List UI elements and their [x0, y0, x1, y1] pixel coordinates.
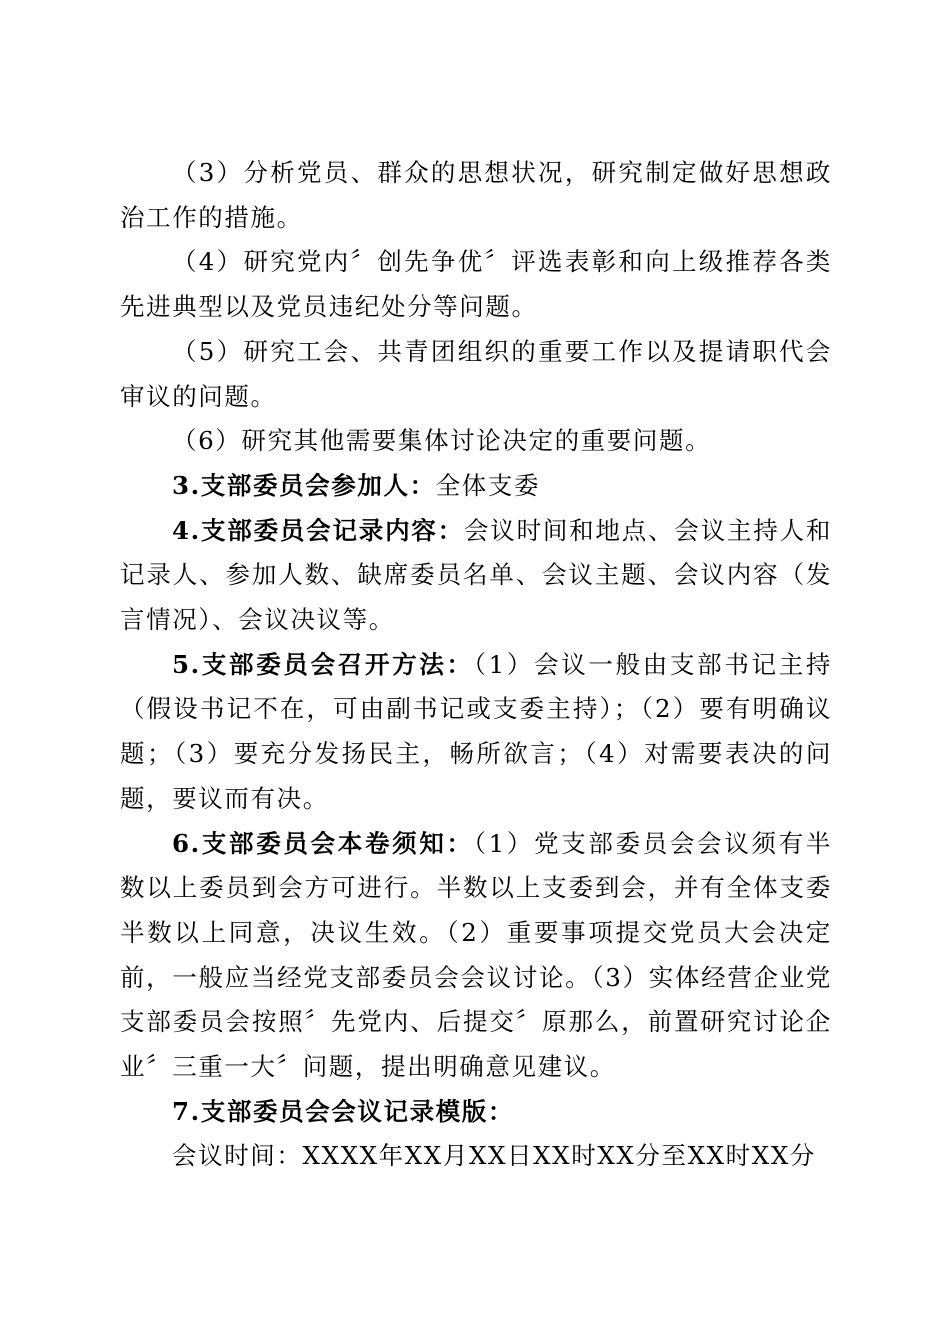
section-meeting-method — [120, 643, 832, 822]
section-heading: 7.支部委员会会议记录模版： — [172, 1096, 514, 1126]
meeting-time-line: 会议时间：XXXX年XX月XX日XX时XX分至XX时XX分 — [172, 1141, 816, 1171]
section-body: （1）会议一般由支部书记主持（假设书记不在，可由副书记或支委主持）；（2）要有明确议题；（3）要充分发扬民主，畅所欲言；（4）对需要表决的问题，要议而有决。 — [120, 649, 832, 813]
section-heading: 4.支部委员会记录内容： — [172, 515, 464, 545]
section-body: 全体支委 — [435, 470, 541, 500]
paragraph-item-5: （5）研究工会、共青团组织的重要工作以及提请职代会审议的问题。 — [120, 336, 832, 411]
paragraph-item-4: （4）研究党内〞创先争优〞评选表彰和向上级推荐各类先进典型以及党员违纪处分等问题。 — [120, 247, 832, 322]
section-participants — [120, 464, 832, 509]
section-body: 会议时间和地点、会议主持人和记录人、参加人数、缺席委员名单、会议主题、会议内容（发言情况）、会议决议等。 — [120, 515, 832, 635]
section-heading: 6.支部委员会本卷须知： — [172, 828, 474, 858]
document-page — [120, 151, 832, 1179]
paragraph-item-3: （3）分析党员、群众的思想状况，研究制定做好思想政治工作的措施。 — [120, 158, 832, 232]
section-record-content — [120, 509, 832, 643]
section-heading: 3.支部委员会参加人： — [172, 470, 436, 500]
paragraph-item-6: （6）研究其他需要集体讨论决定的重要问题。 — [172, 426, 712, 456]
section-record-template — [120, 1090, 832, 1135]
section-body: （1）党支部委员会会议须有半数以上委员到会方可进行。半数以上支委到会，并有全体支委半数以上同意，决议生效。（2）重要事项提交党员大会决定前，一般应当经党支部委员会会议讨论。（3）实体经营企业党支部委员会按照〞先党内、后提交〞原那么，前置研究讨论企业〞三重一大〞问题，提出明确意见建议。 — [120, 828, 832, 1082]
section-notes — [120, 822, 832, 1090]
section-heading: 5.支部委员会召开方法： — [172, 649, 474, 679]
